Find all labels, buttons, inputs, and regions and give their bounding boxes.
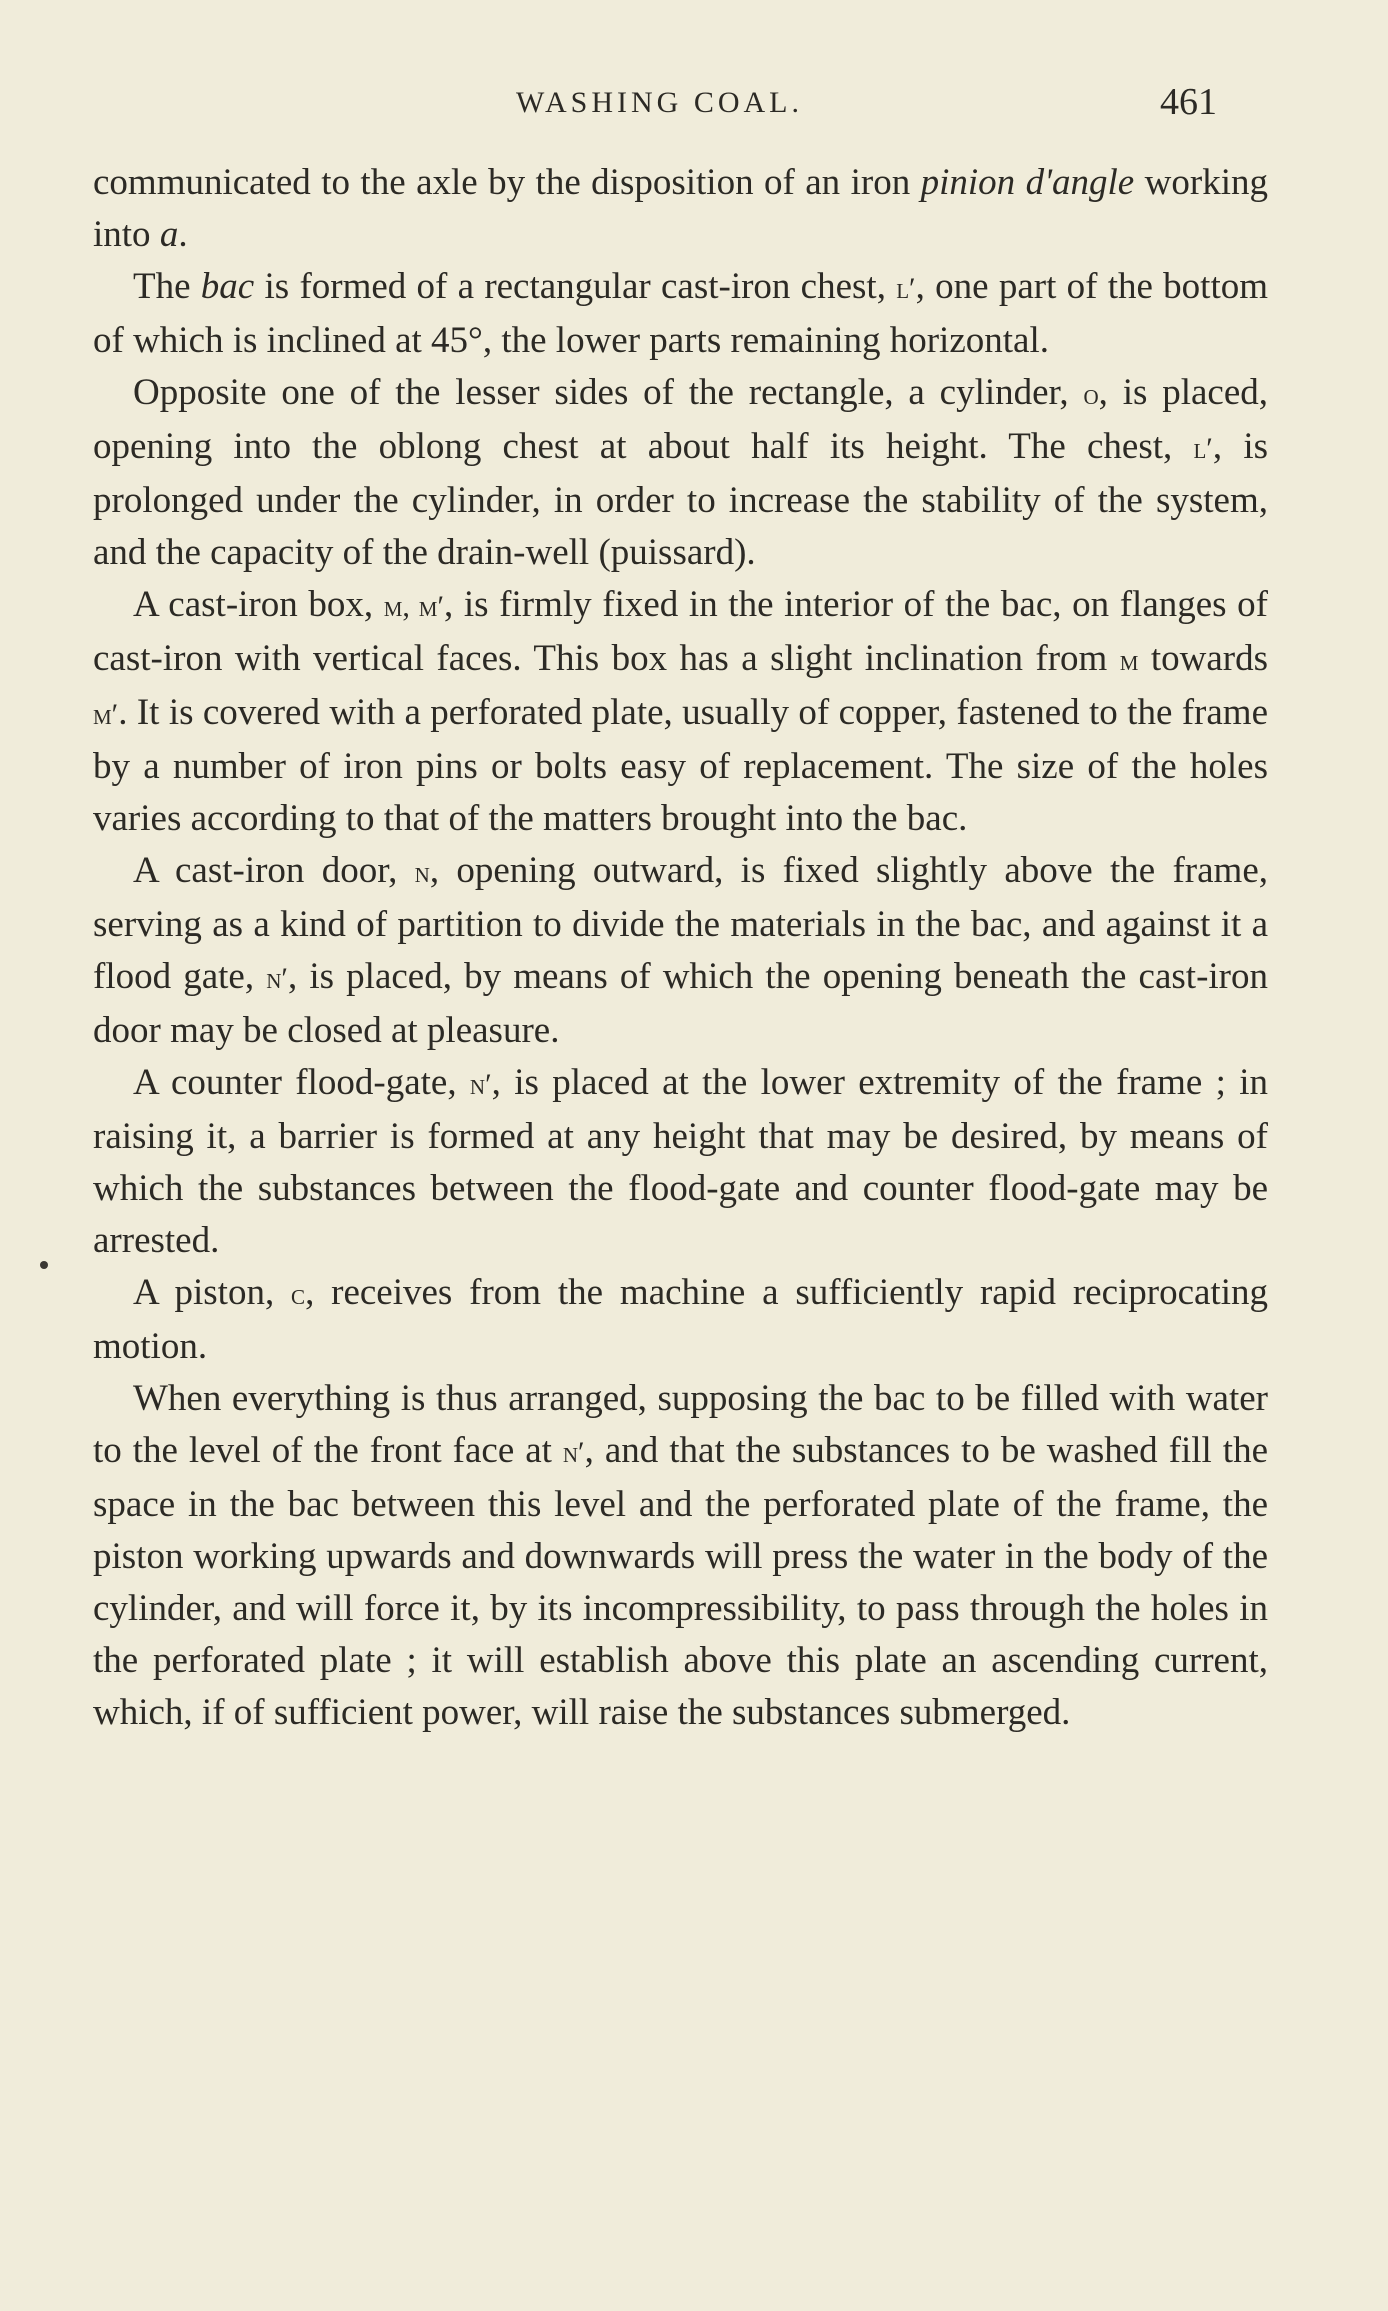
margin-mark — [40, 1261, 48, 1269]
paragraph-8: When everything is thus arranged, supposing the bac to be filled with water to the level of the front face at n′, and that the substances to be washed fill the space in the bac between this level and the perforated plate of the frame, the piston working upwards and downwards will press the water in the body of the cylinder, and will force it, by its incompressibility, to pass through the holes in the perforated plate ; it will establish above this plate an ascending current, which, if of sufficient power, will raise the substances submerged. — [93, 1378, 1268, 1733]
page-number: 461 — [1160, 81, 1217, 123]
paragraph-2: The bac is formed of a rectangular cast-iron chest, l′, one part of the bottom of which is inclined at 45°, the lower parts remaining horizontal. — [93, 266, 1269, 361]
paragraph-3: Opposite one of the lesser sides of the rectangle, a cylinder, o, is placed, opening into the oblong chest at about half its height. The chest, l′, is prolonged under the cylinder, in order to increase the stability of the system, and the capacity of the drain-well (puissard). — [93, 372, 1268, 573]
body-text — [93, 157, 1268, 1739]
paragraph-7: A piston, c, receives from the machine a sufficiently rapid reciprocating motion. — [93, 1272, 1268, 1367]
page-header — [0, 80, 1388, 130]
paragraph-4: A cast-iron box, m, m′, is firmly fixed in the interior of the bac, on flanges of cast-iron with vertical faces. This box has a slight inclination from m towards m′. It is covered with a perforated plate, usually of copper, fastened to the frame by a number of iron pins or bolts easy of replacement. The size of the holes varies according to that of the matters brought into the bac. — [93, 584, 1269, 839]
paragraph-6: A counter flood-gate, n′, is placed at the lower extremity of the frame ; in raising it, a barrier is formed at any height that may be desired, by means of which the substances between the flood-gate and counter flood-gate may be arrested. — [93, 1062, 1268, 1261]
running-head: WASHING COAL. — [516, 86, 803, 119]
paragraph-5: A cast-iron door, n, opening outward, is fixed slightly above the frame, serving as a kind of partition to divide the materials in the bac, and against it a flood gate, n′, is placed, by means of which the opening beneath the cast-iron door may be closed at pleasure. — [93, 850, 1269, 1051]
paragraph-1: communicated to the axle by the disposition of an iron pinion d'angle working into a. — [93, 162, 1268, 255]
